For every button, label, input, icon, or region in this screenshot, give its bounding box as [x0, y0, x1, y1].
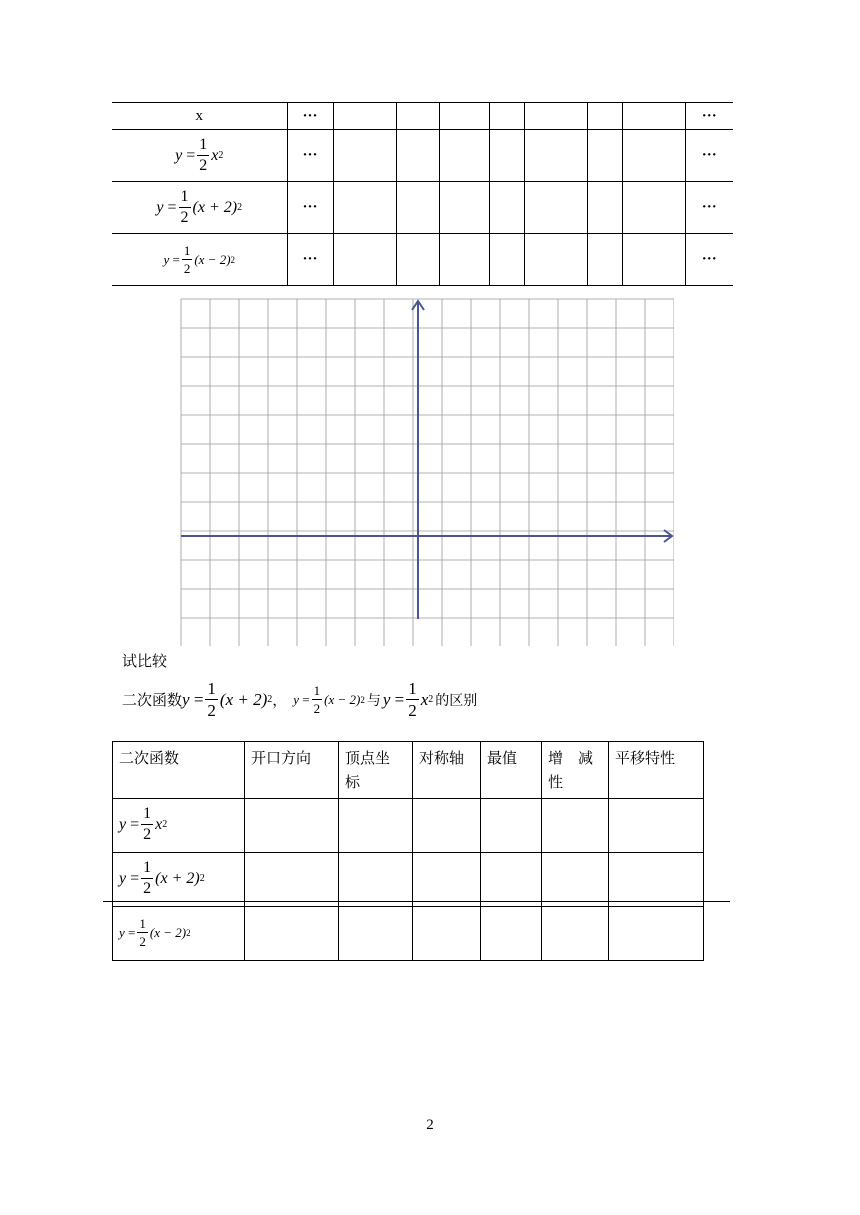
ellipsis-cell: ··· — [287, 234, 333, 286]
formula-eq: = — [130, 869, 140, 887]
formula-exp: 2 — [186, 927, 191, 938]
formula-eq: = — [128, 924, 136, 940]
value-cell — [396, 103, 439, 130]
separator: ， — [272, 691, 288, 709]
formula-eq: = — [172, 251, 180, 267]
fraction — [197, 137, 209, 174]
fraction — [312, 684, 323, 715]
function-label — [112, 130, 287, 182]
formula-exp: 2 — [360, 694, 365, 705]
value-cell — [587, 103, 622, 130]
fraction — [406, 680, 419, 719]
answer-cell — [542, 799, 609, 853]
ellipsis-cell: ··· — [685, 103, 733, 130]
fraction-den: 2 — [183, 261, 191, 276]
fraction-num: 1 — [197, 137, 209, 156]
x-label: x — [112, 103, 287, 130]
fraction-den: 2 — [408, 701, 417, 720]
value-cell — [333, 130, 396, 182]
function-label — [112, 234, 287, 286]
formula-eq: = — [130, 815, 140, 833]
fraction-num: 1 — [183, 243, 191, 258]
value-cell — [489, 103, 524, 130]
formula-lhs: y — [382, 689, 391, 709]
value-cell — [439, 130, 489, 182]
value-cell — [489, 182, 524, 234]
header-vertex — [339, 742, 413, 799]
formula-body: (x + 2) — [219, 689, 268, 709]
formula-body: (x − 2) — [324, 691, 361, 707]
fraction — [205, 680, 218, 719]
header-text: 开口方向 — [251, 749, 312, 767]
value-table — [112, 102, 733, 286]
function-row — [112, 182, 733, 234]
value-cell — [622, 130, 685, 182]
value-cell — [396, 130, 439, 182]
formula-exp: 2 — [267, 694, 273, 705]
fraction-den: 2 — [313, 701, 321, 716]
value-cell — [524, 130, 587, 182]
formula-body: x — [420, 689, 429, 709]
formula-exp: 2 — [428, 694, 434, 705]
formula-eq: = — [394, 689, 405, 709]
value-cell — [439, 103, 489, 130]
header-text: 平移特性 — [615, 749, 676, 767]
formula-lhs: y — [182, 689, 190, 709]
page-number: 2 — [426, 1117, 434, 1133]
answer-cell — [339, 907, 413, 961]
header-text: 最值 — [487, 749, 518, 767]
answer-cell — [413, 907, 481, 961]
value-cell — [439, 182, 489, 234]
header-opening — [245, 742, 339, 799]
header-text: 二次函数 — [119, 749, 180, 767]
row-function — [113, 907, 245, 961]
answer-cell — [609, 853, 704, 907]
fraction — [141, 806, 153, 843]
formula-eq: = — [193, 689, 204, 709]
header-text: 性 — [548, 773, 564, 791]
answer-cell — [339, 853, 413, 907]
value-cell — [489, 130, 524, 182]
header-extremum — [481, 742, 542, 799]
formula-lhs: y — [175, 146, 183, 164]
value-cell — [524, 103, 587, 130]
value-cell — [396, 182, 439, 234]
value-cell — [587, 234, 622, 286]
value-cell — [489, 234, 524, 286]
function-row — [112, 234, 733, 286]
formula-lhs: y — [163, 251, 170, 267]
formula-exp: 2 — [237, 202, 243, 213]
compare-row — [113, 799, 704, 853]
formula — [119, 917, 191, 948]
value-cell — [622, 182, 685, 234]
x-row — [112, 103, 733, 130]
formula-lhs: y — [156, 198, 164, 216]
fraction-den: 2 — [199, 157, 208, 174]
fraction-num: 1 — [141, 860, 153, 879]
formula-body: (x − 2) — [149, 924, 187, 940]
stray-horizontal-line — [103, 901, 730, 902]
fraction — [137, 917, 148, 948]
answer-cell — [542, 907, 609, 961]
formula-exp: 2 — [230, 254, 236, 265]
ellipsis-cell: ··· — [685, 130, 733, 182]
formula-exp: 2 — [218, 150, 224, 161]
formula-body: (x + 2) — [192, 198, 238, 216]
formula-body: x — [211, 146, 219, 164]
formula-body: (x − 2) — [194, 251, 231, 267]
formula-body: (x + 2) — [155, 869, 200, 887]
formula — [163, 244, 235, 275]
formula — [119, 806, 167, 843]
fraction-num: 1 — [139, 916, 146, 931]
formula-lhs: y — [119, 924, 125, 940]
value-cell — [587, 130, 622, 182]
compare-row — [113, 907, 704, 961]
conjunction: 与 — [366, 692, 381, 709]
row-function — [113, 853, 245, 907]
value-cell — [524, 234, 587, 286]
formula-eq: = — [186, 146, 196, 164]
value-cell — [439, 234, 489, 286]
header-text: 顶点坐 — [345, 749, 391, 767]
ellipsis-cell: ··· — [685, 182, 733, 234]
value-cell — [333, 103, 396, 130]
function-label — [112, 182, 287, 234]
fraction — [182, 244, 193, 275]
fraction-den: 2 — [143, 826, 152, 843]
fraction-num: 1 — [179, 189, 191, 208]
suffix: 的区别 — [435, 692, 478, 709]
compare-heading: 试比较 — [122, 652, 168, 670]
value-cell — [524, 182, 587, 234]
row-function — [113, 799, 245, 853]
compare-instruction — [122, 680, 477, 719]
answer-cell — [245, 907, 339, 961]
value-cell — [622, 103, 685, 130]
value-cell — [396, 234, 439, 286]
answer-cell — [245, 853, 339, 907]
header-function — [113, 742, 245, 799]
formula — [182, 680, 272, 719]
answer-cell — [413, 853, 481, 907]
ellipsis-cell: ··· — [287, 182, 333, 234]
value-cell — [622, 234, 685, 286]
formula-exp: 2 — [162, 818, 168, 830]
value-cell — [587, 182, 622, 234]
header-text: 增 减 — [548, 749, 594, 767]
answer-cell — [481, 853, 542, 907]
ellipsis-cell: ··· — [685, 234, 733, 286]
formula-lhs: y — [119, 815, 127, 833]
fraction-den: 2 — [180, 209, 189, 226]
formula-eq: = — [167, 198, 177, 216]
header-axis — [413, 742, 481, 799]
answer-cell — [481, 799, 542, 853]
header-text: 对称轴 — [419, 749, 465, 767]
formula-lhs: y — [119, 869, 127, 887]
compare-row — [113, 853, 704, 907]
header-monotonicity — [542, 742, 609, 799]
compare-table — [112, 741, 704, 961]
fraction-den: 2 — [139, 934, 146, 949]
coordinate-grid — [180, 296, 674, 646]
formula — [175, 137, 223, 174]
answer-cell — [245, 799, 339, 853]
formula — [156, 189, 242, 226]
answer-cell — [339, 799, 413, 853]
formula-lhs: y — [293, 691, 300, 707]
answer-cell — [609, 907, 704, 961]
value-cell — [333, 234, 396, 286]
value-cell — [333, 182, 396, 234]
answer-cell — [481, 907, 542, 961]
stray-vertical-line — [480, 900, 481, 960]
ellipsis-cell: ··· — [287, 103, 333, 130]
fraction-num: 1 — [207, 679, 216, 698]
fraction — [179, 189, 191, 226]
formula-body: x — [155, 815, 163, 833]
header-row — [113, 742, 704, 799]
fraction-den: 2 — [143, 880, 152, 897]
answer-cell — [413, 799, 481, 853]
intro-prefix: 二次函数 — [122, 691, 183, 709]
fraction-num: 1 — [408, 679, 417, 698]
formula — [383, 680, 433, 719]
function-row — [112, 130, 733, 182]
header-text: 标 — [345, 773, 361, 791]
ellipsis-cell: ··· — [287, 130, 333, 182]
formula — [119, 860, 205, 897]
formula-exp: 2 — [199, 872, 205, 884]
fraction — [141, 860, 153, 897]
formula — [293, 684, 365, 715]
fraction-num: 1 — [141, 806, 153, 825]
header-translation — [609, 742, 704, 799]
fraction-num: 1 — [313, 683, 321, 698]
formula-eq: = — [302, 691, 310, 707]
answer-cell — [609, 799, 704, 853]
answer-cell — [542, 853, 609, 907]
fraction-den: 2 — [207, 701, 216, 720]
